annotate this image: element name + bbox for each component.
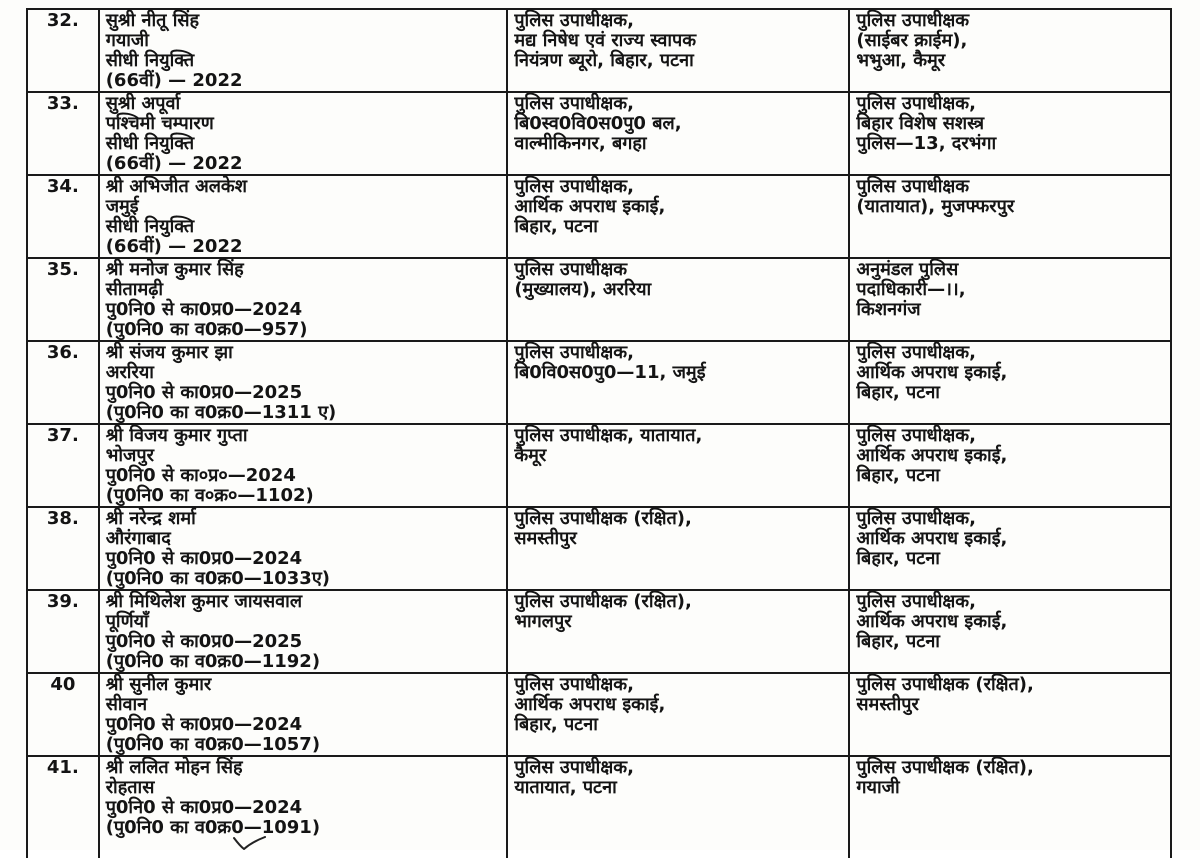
- officer-details-line: (पु0नि0 का व0क्र0—1311 ए): [105, 402, 337, 423]
- officer-details-line: श्री सुनील कुमार: [105, 674, 212, 695]
- serial-number: 37.: [27, 424, 99, 507]
- current-posting-cell: [507, 175, 849, 258]
- current-posting-line: बि0वि0स0पु0—11, जमुई: [514, 362, 706, 383]
- officer-details-cell: [99, 92, 508, 175]
- current-posting-line: पुलिस उपाधीक्षक, यातायात,: [514, 425, 703, 446]
- serial-number: 34.: [27, 175, 99, 258]
- new-posting-cell: [849, 590, 1171, 673]
- table-row: [27, 9, 1171, 92]
- officer-details-cell: [99, 175, 508, 258]
- current-posting-line: पुलिस उपाधीक्षक (रक्षित),: [514, 508, 692, 529]
- officer-details-line: सुश्री अपूर्वा: [105, 93, 181, 114]
- officer-details-line: पु0नि0 से का०प्र०—2024: [105, 465, 296, 486]
- table-row: [27, 424, 1171, 507]
- officer-details-line: भोजपुर: [105, 445, 154, 466]
- officer-details-line: जमुई: [105, 196, 139, 217]
- current-posting-line: मद्य निषेध एवं राज्य स्वापक: [514, 30, 697, 51]
- current-posting-cell: [507, 673, 849, 756]
- current-posting-line: समस्तीपुर: [514, 528, 577, 549]
- officer-details-line: पु0नि0 से का0प्र0—2024: [105, 299, 303, 320]
- current-posting-cell: [507, 92, 849, 175]
- new-posting-cell: [849, 9, 1171, 92]
- officer-details-line: (66वीं) — 2022: [105, 153, 243, 174]
- current-posting-line: भागलपुर: [514, 611, 572, 632]
- officer-details-line: (पु0नि0 का व०क्र०—1102): [105, 485, 314, 506]
- new-posting-line: पुलिस उपाधीक्षक,: [856, 93, 976, 114]
- officer-details-line: (पु0नि0 का व0क्र0—1033ए): [105, 568, 331, 589]
- officer-details-line: श्री मनोज कुमार सिंह: [105, 259, 244, 280]
- table-row: [27, 673, 1171, 756]
- officer-details-line: सुश्री नीतू सिंह: [105, 10, 200, 31]
- current-posting-line: बि0स्व0वि0स0पु0 बल,: [514, 113, 682, 134]
- officer-details-line: पु0नि0 से का0प्र0—2024: [105, 548, 303, 569]
- current-posting-cell: [507, 9, 849, 92]
- officer-details-line: (पु0नि0 का व0क्र0—957): [105, 319, 308, 340]
- officer-details-line: सीतामढ़ी: [105, 279, 163, 300]
- new-posting-cell: [849, 175, 1171, 258]
- serial-number: 36.: [27, 341, 99, 424]
- new-posting-cell: [849, 92, 1171, 175]
- table-row: [27, 258, 1171, 341]
- serial-number: 38.: [27, 507, 99, 590]
- new-posting-cell: [849, 673, 1171, 756]
- new-posting-cell: [849, 341, 1171, 424]
- current-posting-line: पुलिस उपाधीक्षक,: [514, 342, 634, 363]
- new-posting-cell: [849, 258, 1171, 341]
- officer-details-line: पु0नि0 से का0प्र0—2024: [105, 797, 303, 818]
- officer-details-line: सीधी नियुक्ति: [105, 50, 195, 71]
- officer-details-line: पु0नि0 से का0प्र0—2025: [105, 382, 303, 403]
- new-posting-cell: [849, 424, 1171, 507]
- officer-details-line: श्री नरेन्द्र शर्मा: [105, 508, 196, 529]
- officer-details-line: पूर्णियाँ: [105, 611, 149, 632]
- current-posting-line: पुलिस उपाधीक्षक (रक्षित),: [514, 591, 692, 612]
- new-posting-line: पुलिस उपाधीक्षक,: [856, 342, 976, 363]
- officer-details-line: रोहतास: [105, 777, 155, 798]
- new-posting-line: पुलिस उपाधीक्षक: [856, 176, 970, 197]
- table-row: [27, 507, 1171, 590]
- current-posting-line: आर्थिक अपराध इकाई,: [514, 694, 666, 715]
- officer-details-line: सीधी नियुक्ति: [105, 216, 195, 237]
- current-posting-cell: [507, 590, 849, 673]
- new-posting-line: पुलिस—13, दरभंगा: [856, 133, 997, 154]
- current-posting-cell: [507, 258, 849, 341]
- officer-details-cell: [99, 258, 508, 341]
- new-posting-line: पुलिस उपाधीक्षक,: [856, 425, 976, 446]
- new-posting-line: (साईबर क्राईम),: [856, 30, 968, 51]
- officer-details-line: (66वीं) — 2022: [105, 236, 243, 257]
- transfer-table-body: [27, 9, 1171, 858]
- officer-details-line: सीवान: [105, 694, 148, 715]
- officer-details-cell: [99, 424, 508, 507]
- table-row: [27, 92, 1171, 175]
- current-posting-cell: [507, 507, 849, 590]
- new-posting-line: पदाधिकारी—।।,: [856, 279, 966, 300]
- current-posting-line: यातायात, पटना: [514, 777, 617, 798]
- current-posting-line: पुलिस उपाधीक्षक,: [514, 176, 634, 197]
- current-posting-line: पुलिस उपाधीक्षक,: [514, 93, 634, 114]
- officer-details-line: गयाजी: [105, 30, 149, 51]
- officer-details-line: (66वीं) — 2022: [105, 70, 243, 91]
- officer-details-line: श्री संजय कुमार झा: [105, 342, 233, 363]
- current-posting-line: पुलिस उपाधीक्षक,: [514, 674, 634, 695]
- table-row: [27, 175, 1171, 258]
- new-posting-line: पुलिस उपाधीक्षक,: [856, 508, 976, 529]
- serial-number: 33.: [27, 92, 99, 175]
- current-posting-line: कैमूर: [514, 445, 547, 466]
- current-posting-cell: [507, 424, 849, 507]
- current-posting-line: नियंत्रण ब्यूरो, बिहार, पटना: [514, 50, 694, 71]
- new-posting-line: समस्तीपुर: [856, 694, 919, 715]
- officer-details-line: अररिया: [105, 362, 154, 383]
- officer-details-line: श्री अभिजीत अलकेश: [105, 176, 247, 197]
- officer-details-line: पु0नि0 से का0प्र0—2025: [105, 631, 303, 652]
- new-posting-cell: [849, 507, 1171, 590]
- new-posting-line: बिहार, पटना: [856, 631, 940, 652]
- table-row: [27, 590, 1171, 673]
- current-posting-line: बिहार, पटना: [514, 714, 598, 735]
- new-posting-line: पुलिस उपाधीक्षक,: [856, 591, 976, 612]
- serial-number: 39.: [27, 590, 99, 673]
- new-posting-line: किशनगंज: [856, 299, 921, 320]
- new-posting-line: बिहार विशेष सशस्त्र: [856, 113, 985, 134]
- new-posting-line: भभुआ, कैमूर: [856, 50, 946, 71]
- serial-number: 35.: [27, 258, 99, 341]
- current-posting-line: पुलिस उपाधीक्षक,: [514, 757, 634, 778]
- serial-number: 40: [27, 673, 99, 756]
- serial-number: 32.: [27, 9, 99, 92]
- table-row: [27, 341, 1171, 424]
- officer-details-cell: [99, 507, 508, 590]
- current-posting-line: (मुख्यालय), अररिया: [514, 279, 652, 300]
- officer-details-line: (पु0नि0 का व0क्र0—1057): [105, 734, 321, 755]
- officer-details-line: पश्चिमी चम्पारण: [105, 113, 214, 134]
- new-posting-cell: [849, 756, 1171, 858]
- new-posting-line: गयाजी: [856, 777, 900, 798]
- new-posting-line: अनुमंडल पुलिस: [856, 259, 959, 280]
- officer-details-line: पु0नि0 से का0प्र0—2024: [105, 714, 303, 735]
- new-posting-line: आर्थिक अपराध इकाई,: [856, 611, 1008, 632]
- new-posting-line: बिहार, पटना: [856, 465, 940, 486]
- new-posting-line: आर्थिक अपराध इकाई,: [856, 362, 1008, 383]
- officer-details-cell: [99, 756, 508, 858]
- officer-details-line: सीधी नियुक्ति: [105, 133, 195, 154]
- officer-details-line: श्री विजय कुमार गुप्ता: [105, 425, 248, 446]
- current-posting-cell: [507, 756, 849, 858]
- table-row: [27, 756, 1171, 858]
- current-posting-cell: [507, 341, 849, 424]
- current-posting-line: वाल्मीकिनगर, बगहा: [514, 133, 647, 154]
- pen-tick-mark: [232, 836, 266, 850]
- officer-details-line: श्री मिथिलेश कुमार जायसवाल: [105, 591, 303, 612]
- current-posting-line: आर्थिक अपराध इकाई,: [514, 196, 666, 217]
- officer-details-line: (पु0नि0 का व0क्र0—1192): [105, 651, 321, 672]
- officer-details-cell: [99, 341, 508, 424]
- new-posting-line: पुलिस उपाधीक्षक (रक्षित),: [856, 674, 1034, 695]
- new-posting-line: बिहार, पटना: [856, 548, 940, 569]
- new-posting-line: आर्थिक अपराध इकाई,: [856, 445, 1008, 466]
- new-posting-line: पुलिस उपाधीक्षक: [856, 10, 970, 31]
- new-posting-line: बिहार, पटना: [856, 382, 940, 403]
- officer-details-line: (पु0नि0 का व0क्र0—1091): [105, 817, 321, 838]
- new-posting-line: पुलिस उपाधीक्षक (रक्षित),: [856, 757, 1034, 778]
- current-posting-line: पुलिस उपाधीक्षक: [514, 259, 628, 280]
- new-posting-line: आर्थिक अपराध इकाई,: [856, 528, 1008, 549]
- new-posting-line: (यातायात), मुजफ्फरपुर: [856, 196, 1015, 217]
- officer-details-cell: [99, 9, 508, 92]
- officer-details-line: श्री ललित मोहन सिंह: [105, 757, 243, 778]
- officer-details-cell: [99, 673, 508, 756]
- officer-details-line: औरंगाबाद: [105, 528, 171, 549]
- current-posting-line: पुलिस उपाधीक्षक,: [514, 10, 634, 31]
- serial-number: 41.: [27, 756, 99, 858]
- officer-details-cell: [99, 590, 508, 673]
- transfer-table: [26, 8, 1172, 858]
- current-posting-line: बिहार, पटना: [514, 216, 598, 237]
